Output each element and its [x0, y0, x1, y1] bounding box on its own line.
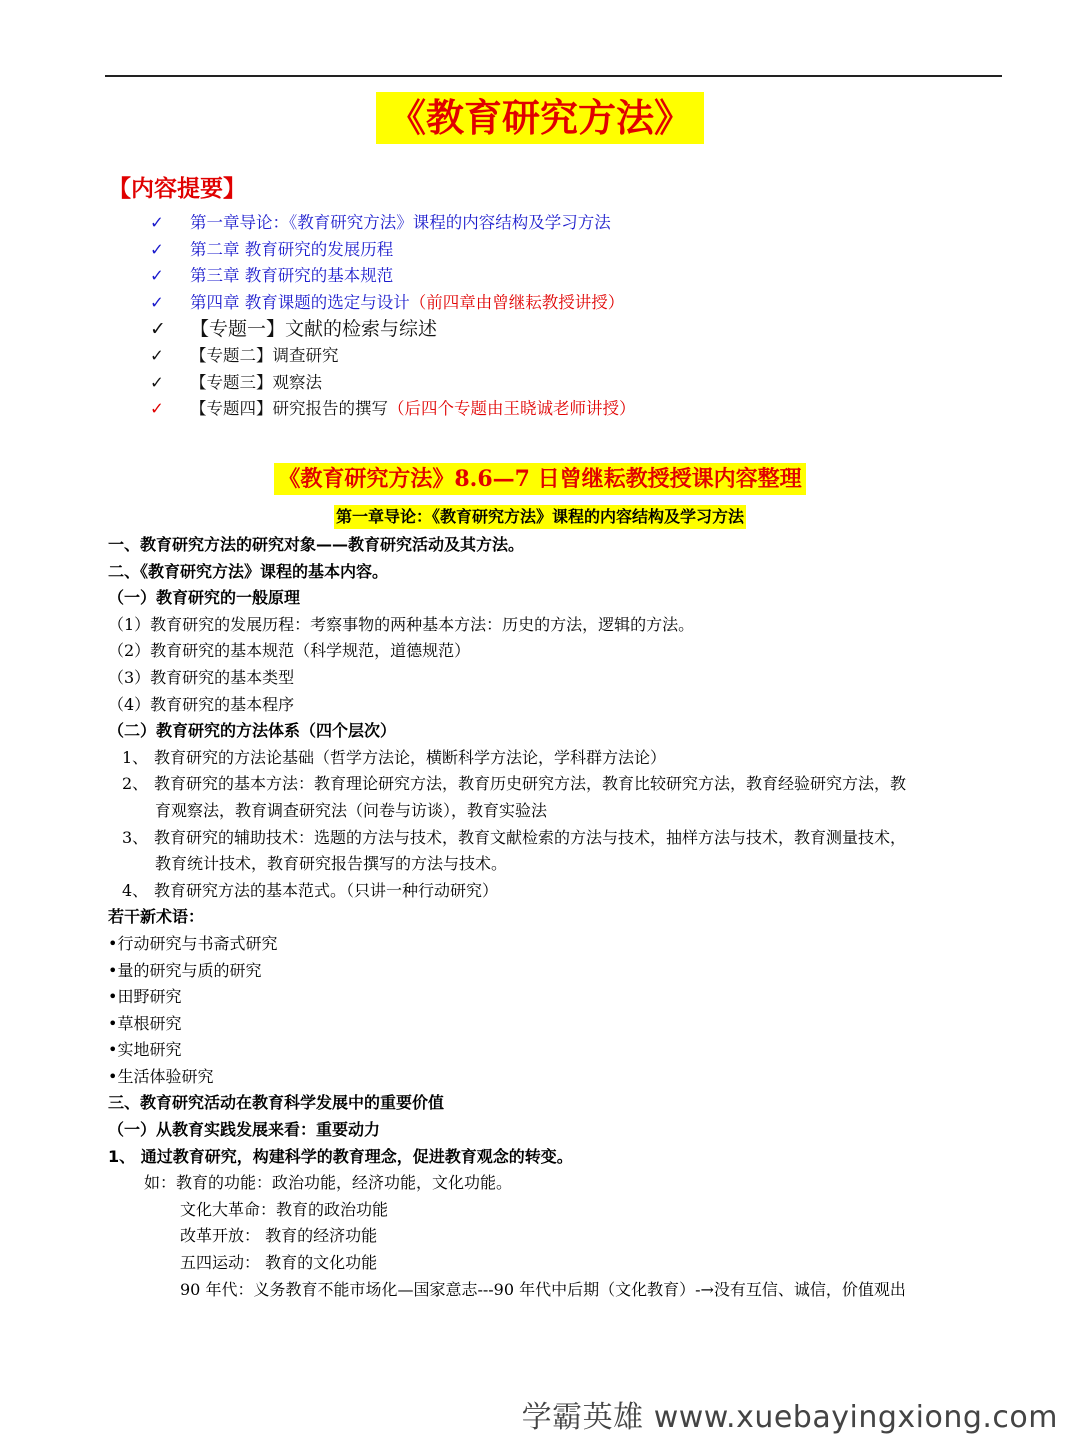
- toc-item-topic1: ✓ 【专题一】文献的检索与综述: [150, 316, 636, 343]
- subheading-line: 1、 通过教育研究，构建科学的教育理念，促进教育观念的转变。: [108, 1146, 573, 1166]
- text-line: （3）教育研究的基本类型: [108, 667, 295, 687]
- check-icon: ✓: [150, 292, 164, 312]
- check-icon: ✓: [150, 318, 166, 340]
- bullet-item: •量的研究与质的研究: [108, 960, 262, 980]
- text-line: 文化大革命：教育的政治功能: [180, 1199, 389, 1219]
- text-line: 如：教育的功能：政治功能，经济功能，文化功能。: [144, 1173, 513, 1193]
- toc-item-ch1: ✓ 第一章导论：《教育研究方法》课程的内容结构及学习方法: [150, 210, 636, 237]
- check-icon: ✓: [150, 266, 164, 285]
- bullet-item: •行动研究与书斋式研究: [108, 933, 278, 953]
- heading-line: 若干新术语：: [108, 907, 205, 927]
- toc-item-ch4: ✓ 第四章 教育课题的选定与设计（前四章由曾继耘教授讲授）: [150, 290, 636, 317]
- toc-item-ch3: ✓ 第三章 教育研究的基本规范: [150, 263, 636, 290]
- subheading-line: （一）从教育实践发展来看：重要动力: [108, 1120, 381, 1140]
- text-line: 改革开放： 教育的经济功能: [180, 1226, 378, 1246]
- text-line: 五四运动： 教育的文化功能: [180, 1253, 378, 1273]
- text-line: （2）教育研究的基本规范（科学规范，道德规范）: [108, 641, 471, 661]
- toc-item-topic4: ✓ 【专题四】研究报告的撰写（后四个专题由王晓诚老师讲授）: [150, 396, 636, 423]
- toc-item-topic3: ✓ 【专题三】观察法: [150, 370, 636, 397]
- section-title: 《教育研究方法》8.6—7 日曾继耘教授授课内容整理: [274, 463, 805, 495]
- check-icon: ✓: [150, 213, 164, 232]
- subheading-line: （一）教育研究的一般原理: [108, 588, 301, 608]
- text-line: 育观察法，教育调查研究法（问卷与访谈），教育实验法: [155, 800, 548, 820]
- bullet-item: •实地研究: [108, 1040, 182, 1060]
- chapter-title: 第一章导论：《教育研究方法》课程的内容结构及学习方法: [334, 505, 746, 529]
- subheading-line: （二）教育研究的方法体系（四个层次）: [108, 721, 397, 741]
- heading-line: 二、《教育研究方法》课程的基本内容。: [108, 561, 389, 581]
- numbered-item: 4、 教育研究方法的基本范式。（只讲一种行动研究）: [122, 880, 499, 900]
- check-icon: ✓: [150, 372, 164, 392]
- top-divider: [105, 75, 1002, 77]
- toc-item-topic2: ✓ 【专题二】调查研究: [150, 343, 636, 370]
- table-of-contents: [150, 210, 636, 423]
- watermark: 学霸英雄 www.xuebayingxiong.com: [521, 1400, 1058, 1435]
- bullet-item: •草根研究: [108, 1013, 182, 1033]
- toc-item-ch2: ✓ 第二章 教育研究的发展历程: [150, 237, 636, 264]
- document-body: [108, 532, 1008, 1303]
- text-line: 90 年代：义务教育不能市场化—国家意志---90 年代中后期（文化教育）-→没有互信、诚信，价值观出: [180, 1279, 906, 1299]
- numbered-item: 2、 教育研究的基本方法：教育理论研究方法，教育历史研究方法，教育比较研究方法，教育经验研究方法，教: [122, 774, 907, 794]
- check-icon: ✓: [150, 239, 164, 259]
- numbered-item: 3、 教育研究的辅助技术：选题的方法与技术，教育文献检索的方法与技术，抽样方法与技术，教育测量技术，: [122, 827, 907, 847]
- toc-note: （前四章由曾继耘教授讲授）: [409, 292, 625, 312]
- text-line: 教育统计技术，教育研究报告撰写的方法与技术。: [155, 854, 508, 874]
- summary-heading: 【内容提要】: [108, 176, 246, 202]
- document-title: 《教育研究方法》: [376, 92, 704, 144]
- text-line: （1）教育研究的发展历程：考察事物的两种基本方法：历史的方法，逻辑的方法。: [108, 614, 695, 634]
- bullet-item: •田野研究: [108, 987, 182, 1007]
- bullet-item: •生活体验研究: [108, 1066, 214, 1086]
- check-icon: ✓: [150, 399, 164, 418]
- heading-line: 一、教育研究方法的研究对象——教育研究活动及其方法。: [108, 535, 525, 554]
- check-icon: ✓: [150, 346, 164, 365]
- toc-note: （后四个专题由王晓诚老师讲授）: [388, 399, 636, 418]
- numbered-item: 1、 教育研究的方法论基础（哲学方法论，横断科学方法论，学科群方法论）: [122, 747, 667, 767]
- heading-line: 三、教育研究活动在教育科学发展中的重要价值: [108, 1093, 445, 1113]
- text-line: （4）教育研究的基本程序: [108, 694, 295, 714]
